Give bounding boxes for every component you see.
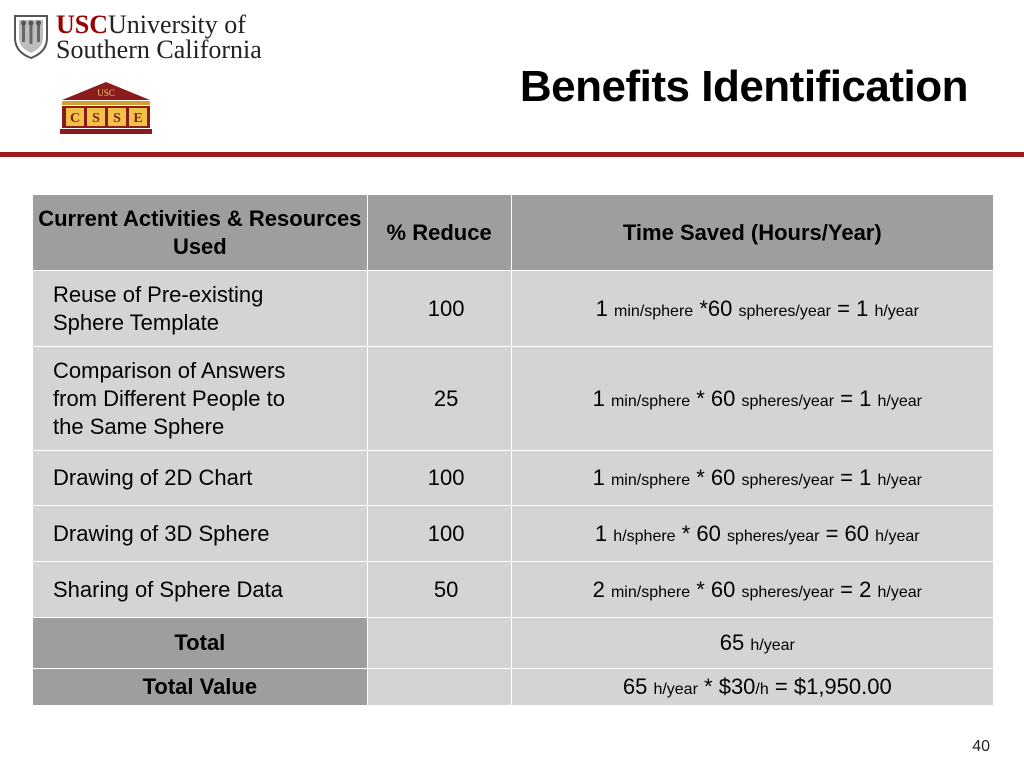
calc-value: *60 (699, 295, 733, 321)
csse-letter-e: E (133, 111, 143, 126)
activity-cell: Drawing of 3D Sphere (33, 506, 368, 562)
total-value: 65 (719, 630, 745, 655)
total-value-label: Total Value (33, 669, 368, 706)
total-unit: h/year (750, 637, 795, 654)
calc-value: = $1,950.00 (774, 674, 892, 699)
time-saved-cell (511, 347, 993, 451)
usc-wordmark-line2: Southern California (56, 35, 262, 64)
calc-value: 1 (592, 385, 605, 411)
total-label: Total (33, 618, 368, 669)
header-activities: Current Activities & Resources Used (33, 195, 368, 271)
calc-unit: spheres/year (741, 472, 835, 489)
benefits-table (32, 194, 994, 706)
calc-unit: spheres/year (726, 527, 820, 545)
table-row (33, 271, 994, 347)
calc-unit: h/year (653, 681, 698, 698)
reduce-cell: 50 (367, 562, 511, 618)
calc-value: = 1 (837, 295, 869, 321)
activity-cell: Reuse of Pre-existing Sphere Template (33, 271, 368, 347)
calc-value: * 60 (696, 576, 736, 602)
calc-unit: h/year (877, 392, 922, 410)
calc-unit: h/sphere (613, 527, 676, 545)
calc-unit: h/year (874, 302, 919, 320)
total-row (33, 618, 994, 669)
calc-unit: min/sphere (610, 392, 691, 410)
table-row (33, 347, 994, 451)
csse-letter-s2: S (113, 111, 121, 126)
time-saved-cell (511, 271, 993, 347)
calc-unit: /h (755, 681, 769, 698)
calc-unit: min/sphere (610, 472, 691, 489)
reduce-cell: 100 (367, 451, 511, 506)
calc-value: 65 (622, 674, 648, 699)
total-cell (511, 618, 993, 669)
slide-title: Benefits Identification (519, 62, 968, 111)
slide-number: 40 (972, 738, 990, 755)
calc-value: = 1 (840, 385, 872, 411)
usc-wordmark (56, 12, 262, 62)
calc-value: * 60 (696, 385, 736, 411)
total-reduce-empty (367, 618, 511, 669)
header-divider (0, 152, 1024, 157)
csse-letter-c: C (69, 111, 81, 126)
time-saved-cell (511, 562, 993, 618)
calc-value: = 60 (825, 520, 870, 546)
usc-wordmark-university: University of (108, 10, 246, 39)
calc-value: * 60 (696, 465, 736, 490)
table-row (33, 506, 994, 562)
csse-logo (58, 80, 154, 136)
table-row (33, 562, 994, 618)
activity-cell: Sharing of Sphere Data (33, 562, 368, 618)
calc-value: = 2 (840, 576, 872, 602)
calc-value: = 1 (840, 465, 872, 490)
csse-logo-top-text: USC (97, 88, 115, 98)
activity-cell: Comparison of Answers from Different People to the Same Sphere (33, 347, 368, 451)
calc-value: 1 (594, 520, 608, 546)
header-time-saved: Time Saved (Hours/Year) (511, 195, 993, 271)
activity-cell: Drawing of 2D Chart (33, 451, 368, 506)
usc-seal-icon (12, 12, 50, 60)
calc-unit: h/year (877, 472, 922, 489)
calc-value: * 60 (681, 520, 721, 546)
calc-unit: min/sphere (614, 302, 694, 320)
reduce-cell: 25 (367, 347, 511, 451)
calc-value: 1 (595, 295, 608, 321)
usc-wordmark-usc: USC (56, 10, 109, 39)
table-header-row (33, 195, 994, 271)
calc-value: 1 (592, 465, 605, 490)
total-value-row (33, 669, 994, 706)
total-value-cell (511, 669, 993, 706)
header-reduce: % Reduce (367, 195, 511, 271)
table-row (33, 451, 994, 506)
csse-letter-s1: S (92, 111, 100, 126)
calc-unit: spheres/year (741, 392, 835, 410)
calc-unit: h/year (877, 583, 922, 601)
calc-unit: spheres/year (738, 302, 831, 320)
time-saved-cell (511, 506, 993, 562)
calc-value: 2 (592, 576, 605, 602)
calc-unit: spheres/year (741, 583, 835, 601)
reduce-cell: 100 (367, 271, 511, 347)
calc-value: * $30 (704, 674, 756, 699)
total-value-reduce-empty (367, 669, 511, 706)
time-saved-cell (511, 451, 993, 506)
usc-logo (12, 10, 262, 68)
reduce-cell: 100 (367, 506, 511, 562)
calc-unit: h/year (875, 527, 920, 545)
calc-unit: min/sphere (610, 583, 691, 601)
